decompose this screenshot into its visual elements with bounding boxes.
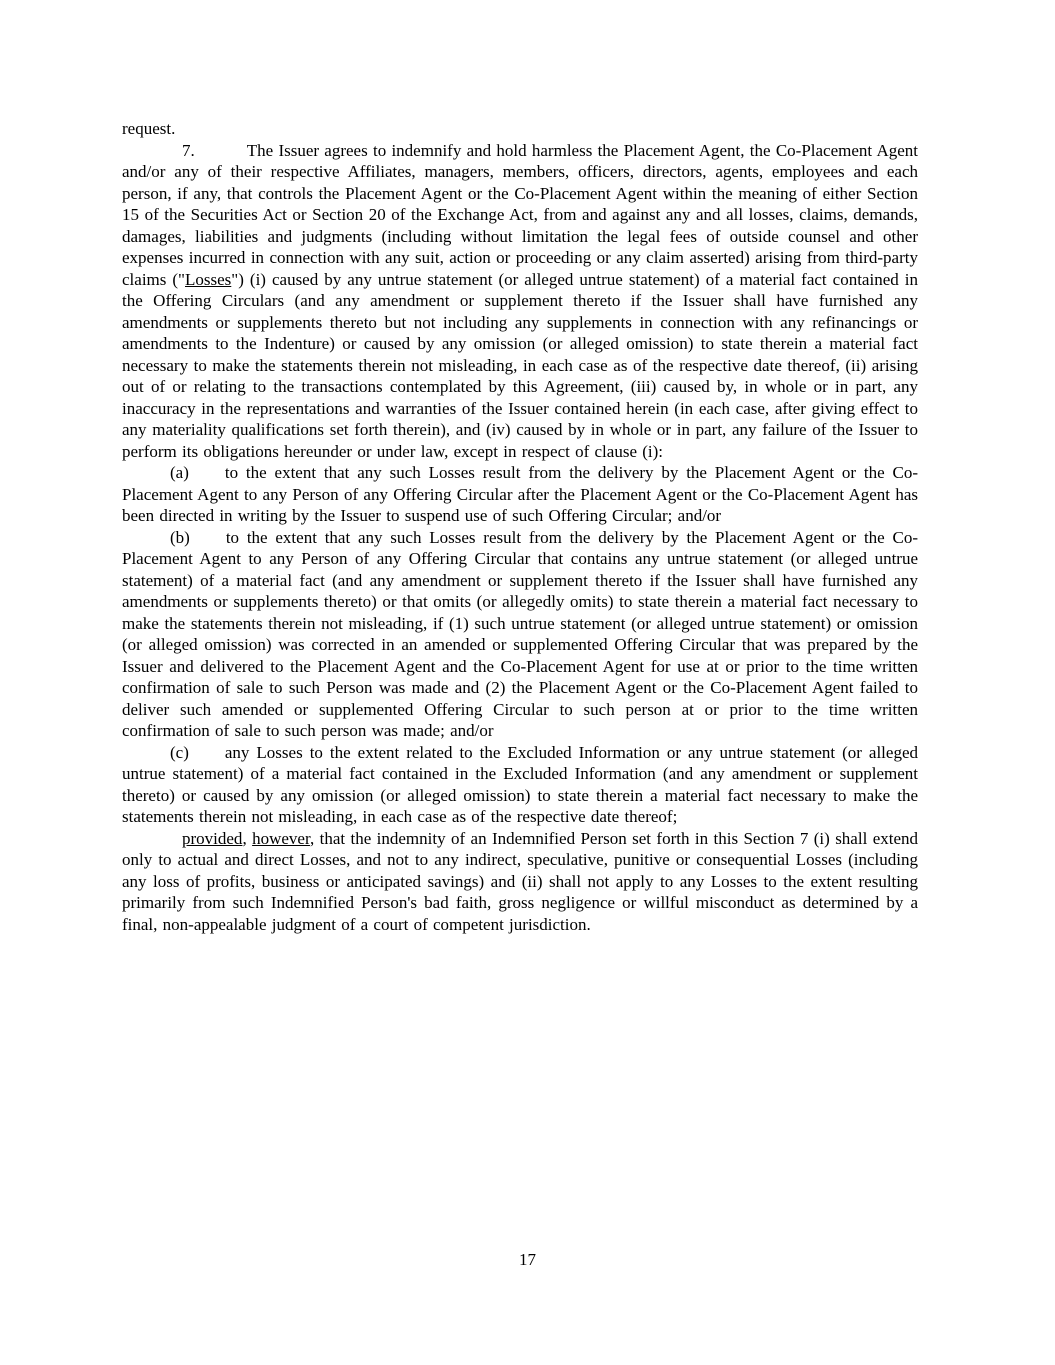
clause-list	[122, 462, 918, 828]
section-7-paragraph	[122, 140, 918, 463]
document-body	[122, 118, 918, 935]
clause-b	[122, 527, 918, 742]
clause-b-text: to the extent that any such Losses result from the delivery by the Placement Agent or the Co-Placement Agent to any Person of any Offering Circular that contains any untrue statement (or alleged untrue statement) of a material fact (and any amendment or supplement thereto if the Issuer shall have furnished any amendments or supplements thereto) or that omits (or allegedly omits) to state therein a material fact necessary to make the statements therein not misleading, if (1) such untrue statement (or alleged untrue statement) or omission (or alleged omission) was corrected in an amended or supplemented Offering Circular that was prepared by the Issuer and delivered to the Placement Agent and the Co-Placement Agent for use at or prior to the time written confirmation of sale to such Person was made and (2) the Placement Agent or the Co-Placement Agent failed to deliver such amended or supplemented Offering Circular to such person at or prior to the time written confirmation of sale to such person was made; and/or	[122, 527, 918, 740]
section-7-number: 7.	[182, 140, 195, 160]
proviso-text: provided, however, that the indemnity of an Indemnified Person set forth in this Section 7 (i) shall extend only to actual and direct Losses, and not to any indirect, speculative, punitive or consequential Losses (including any loss of profits, business or anticipated savings) and (ii) shall not apply to any Losses to the extent resulting primarily from such Indemnified Person's bad faith, gross negligence or willful misconduct as determined by a final, non-appealable judgment of a court of competent jurisdiction.	[122, 828, 919, 934]
proviso-paragraph	[122, 828, 918, 936]
clause-a-text: to the extent that any such Losses result from the delivery by the Placement Agent or the Co-Placement Agent to any Person of any Offering Circular after the Placement Agent or the Co-Placement Agent has been directed in writing by the Issuer to suspend use of such Offering Circular; and/or	[122, 463, 918, 525]
clause-c	[122, 742, 918, 828]
section-7-text: The Issuer agrees to indemnify and hold harmless the Placement Agent, the Co-Placement Agent and/or any of their respective Affiliates, managers, members, officers, directors, agents, employees and each person, if any, that controls the Placement Agent or the Co-Placement Agent within the meaning of either Section 15 of the Securities Act or Section 20 of the Exchange Act, from and against any and all losses, claims, demands, damages, liabilities and judgments (including without limitation the legal fees of outside counsel and other expenses incurred in connection with any suit, action or proceeding or any claim asserted) arising from third-party claims ("Losses") (i) caused by any untrue statement (or alleged untrue statement) of a material fact contained in the Offering Circulars (and any amendment or supplement thereto if the Issuer shall have furnished any amendments or supplements thereto but not including any supplements in connection with any refinancings or amendments to the Indenture) or caused by any omission (or alleged omission) to state therein a material fact necessary to make the statements therein not misleading, in each case as of the respective date thereof, (ii) arising out of or relating to the transactions contemplated by this Agreement, (iii) caused by, in whole or in part, any inaccuracy in the representations and warranties of the Issuer contained herein (in each case, after giving effect to any materiality qualifications set forth therein), and (iv) caused by in whole or in part, any failure of the Issuer to perform its obligations hereunder or under law, except in respect of clause (i):	[122, 140, 918, 461]
clause-c-label: (c)	[170, 742, 189, 762]
clause-b-label: (b)	[170, 527, 190, 547]
page-number: 17	[519, 1250, 536, 1269]
clause-a-label: (a)	[170, 463, 189, 482]
clause-c-text: any Losses to the extent related to the Excluded Information or any untrue statement (or alleged untrue statement) of a material fact contained in the Excluded Information (and any amendment or supplement thereto) or caused by any omission (or alleged omission) to state therein a material fact necessary to make the statements therein not misleading, in each case as of the respective date thereof;	[122, 742, 918, 826]
clause-a	[122, 462, 918, 527]
request-line: request.	[122, 119, 176, 138]
